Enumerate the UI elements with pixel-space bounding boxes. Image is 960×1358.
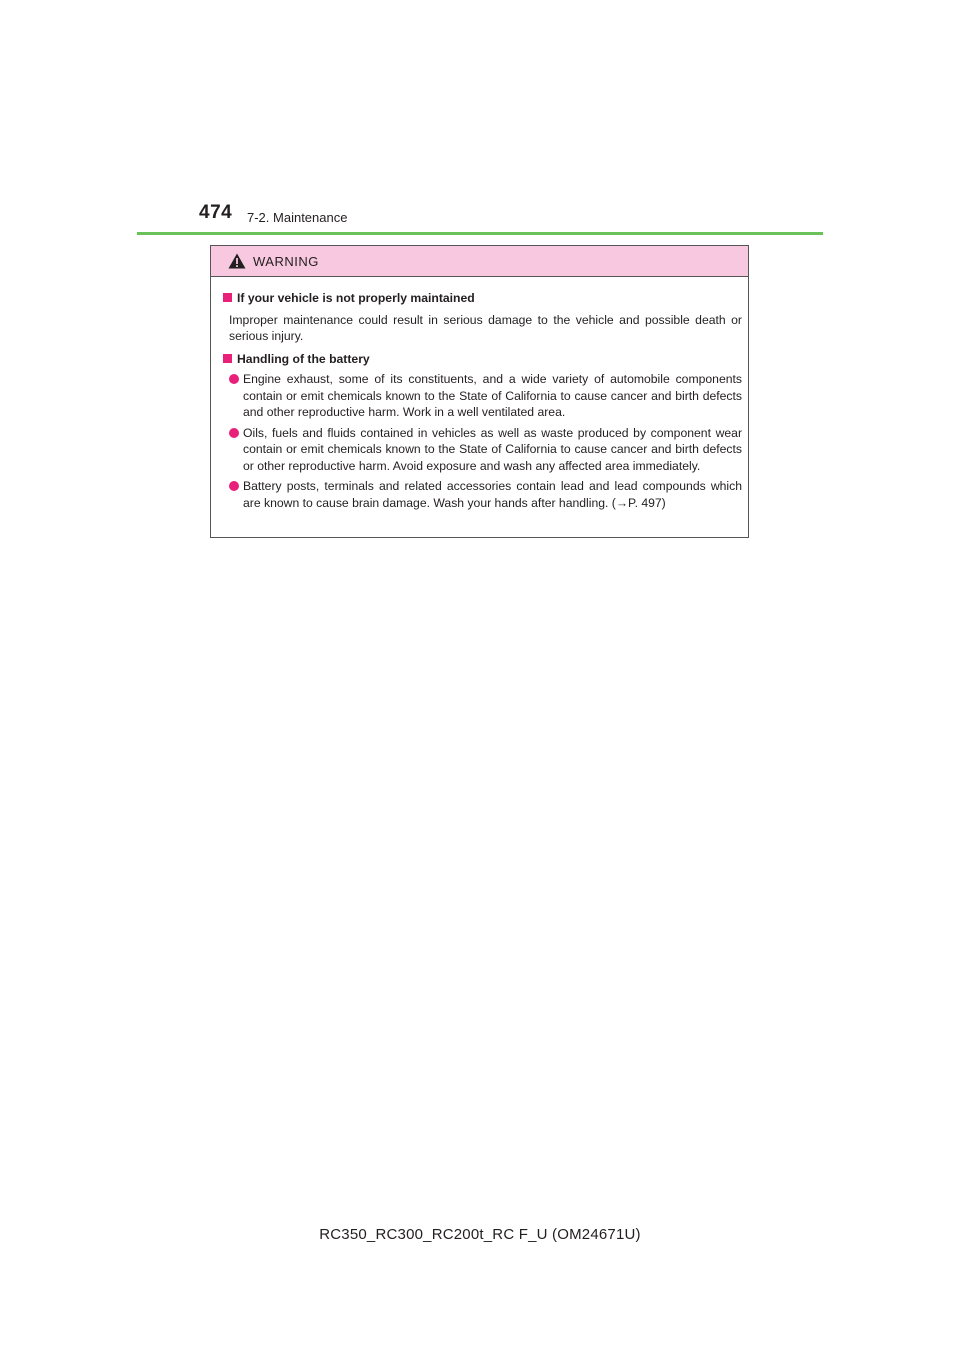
heading-text: Handling of the battery [237, 351, 370, 366]
warning-heading-maintenance [223, 290, 742, 307]
warning-heading-battery [223, 351, 742, 368]
square-bullet-icon [223, 293, 232, 302]
battery-bullet-item [229, 425, 742, 475]
heading-text: If your vehicle is not properly maintained [237, 291, 475, 305]
circle-bullet-icon [229, 481, 239, 491]
circle-bullet-icon [229, 428, 239, 438]
warning-triangle-icon [228, 253, 246, 269]
square-bullet-icon [223, 354, 232, 363]
bullet-text: Oils, fuels and fluids contained in vehicles as well as waste produced by component wear contain or emit chemicals known to the State of California to cause cancer and birth defects or other reproductive harm. Avoid exposure and wash any affected area immediately. [243, 425, 742, 473]
warning-box [210, 245, 749, 538]
bullet-text: Engine exhaust, some of its constituents, and a wide variety of automobile components contain or emit chemicals known to the State of California to cause cancer and birth defects and other reproductive harm. Work in a well ventilated area. [243, 372, 742, 419]
battery-bullet-item [229, 478, 742, 511]
warning-header [211, 246, 748, 277]
warning-body [211, 277, 748, 511]
warning-title: WARNING [253, 253, 319, 269]
circle-bullet-icon [229, 374, 239, 384]
section-title: 7-2. Maintenance [247, 210, 348, 225]
battery-bullet-item [229, 371, 742, 421]
footer-model: RC350_RC300_RC200t_RC F_U (OM24671U) [319, 1226, 641, 1243]
bullet-text: Battery posts, terminals and related accessories contain lead and lead compounds which are known to cause brain damage. Wash your hands after handling. (→P. 497) [243, 479, 742, 510]
maintenance-paragraph: Improper maintenance could result in serious damage to the vehicle and possible death or serious injury. [229, 312, 742, 343]
header-rule [137, 232, 823, 235]
page-number: 474 [199, 202, 233, 223]
